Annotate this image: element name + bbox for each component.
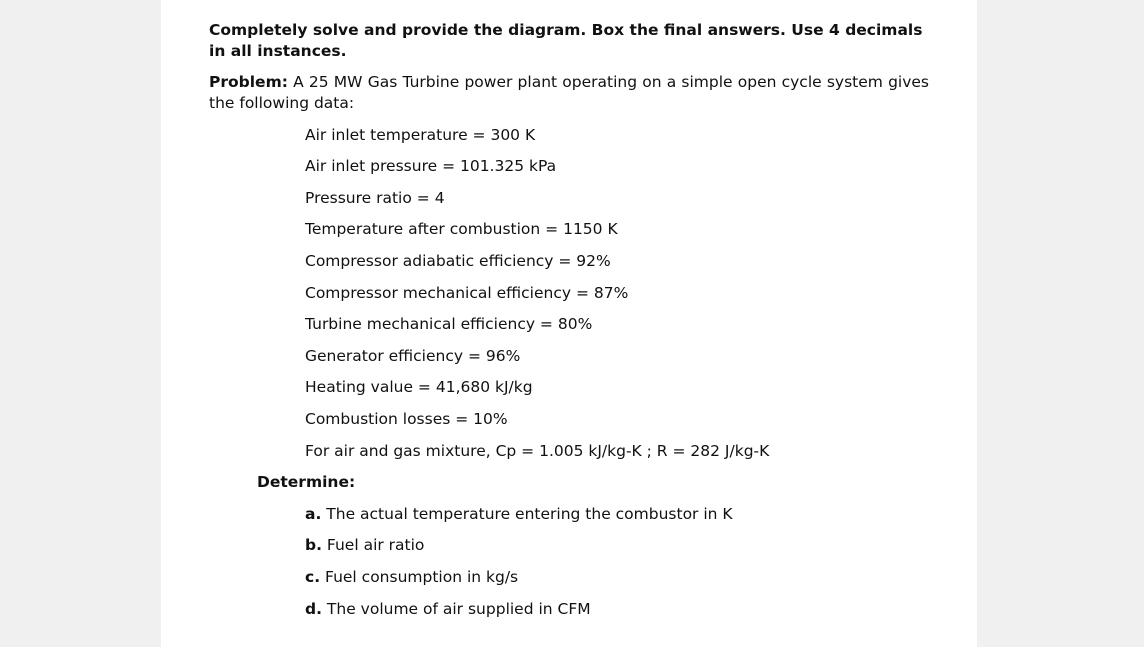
given-item: Temperature after combustion = 1150 K bbox=[305, 220, 618, 239]
requirement-text: Fuel air ratio bbox=[321, 536, 425, 555]
requirement-item bbox=[305, 504, 929, 525]
given-item: Generator efficiency = 96% bbox=[305, 346, 521, 365]
requirement-text: Fuel consumption in kg/s bbox=[320, 567, 519, 586]
document-page bbox=[161, 0, 977, 647]
determine-heading: Determine: bbox=[257, 473, 356, 492]
requirement-text: The actual temperature entering the combustor in K bbox=[321, 504, 733, 523]
requirement-letter: d. bbox=[305, 599, 322, 618]
requirement-letter: a. bbox=[305, 504, 322, 523]
problem-label: Problem: bbox=[209, 73, 288, 91]
requirement-item bbox=[305, 567, 929, 588]
given-item: Heating value = 41,680 kJ/kg bbox=[305, 378, 533, 397]
requirement-item bbox=[305, 535, 929, 556]
requirement-text: The volume of air supplied in CFM bbox=[321, 599, 591, 618]
given-data-list bbox=[209, 125, 929, 462]
instructions-text: Completely solve and provide the diagram. Box the final answers. Use 4 decimals in all instances. bbox=[209, 21, 923, 60]
given-item: Turbine mechanical efficiency = 80% bbox=[305, 315, 593, 334]
requirement-letter: b. bbox=[305, 536, 322, 555]
given-item: For air and gas mixture, Cp = 1.005 kJ/kg-K ; R = 282 J/kg-K bbox=[305, 441, 770, 460]
problem-statement bbox=[209, 72, 929, 114]
given-item: Combustion losses = 10% bbox=[305, 409, 508, 428]
requirement-letter: c. bbox=[305, 567, 321, 586]
requirement-item bbox=[305, 599, 929, 620]
given-item: Air inlet pressure = 101.325 kPa bbox=[305, 157, 557, 176]
problem-text: A 25 MW Gas Turbine power plant operating on a simple open cycle system gives the following data: bbox=[209, 73, 929, 112]
requirements-list bbox=[209, 504, 929, 620]
document-content bbox=[209, 20, 929, 620]
given-item: Pressure ratio = 4 bbox=[305, 188, 445, 207]
given-item: Air inlet temperature = 300 K bbox=[305, 125, 536, 144]
given-item: Compressor adiabatic efficiency = 92% bbox=[305, 251, 611, 270]
given-item: Compressor mechanical efficiency = 87% bbox=[305, 283, 629, 302]
